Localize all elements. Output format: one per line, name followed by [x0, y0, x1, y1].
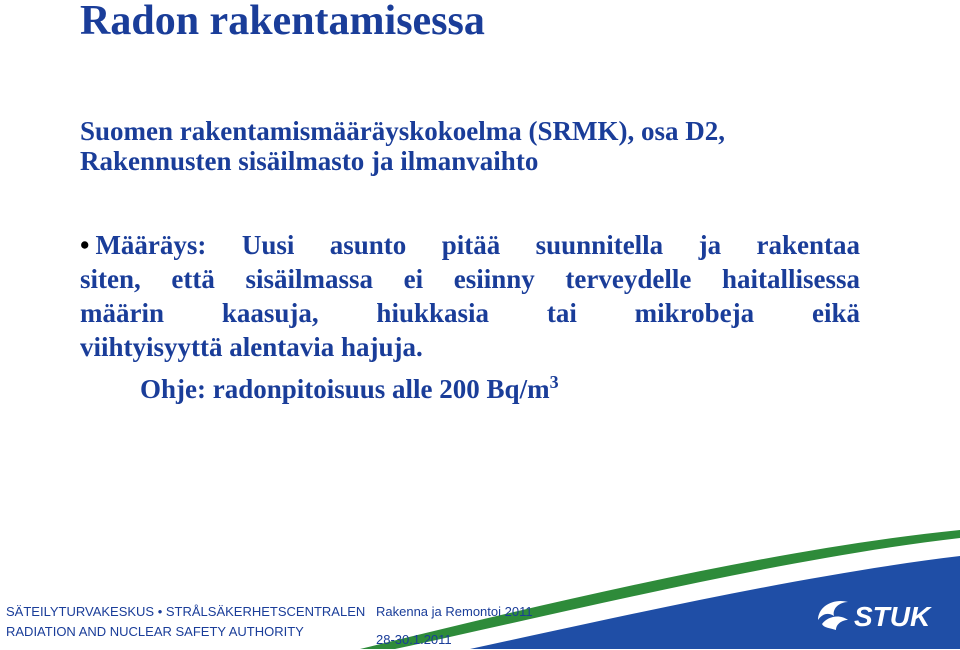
footer-event — [376, 602, 533, 650]
subtitle-line-1: Suomen rakentamismääräyskokoelma (SRMK), osa D2, — [80, 116, 725, 146]
org-name-line-2: RADIATION AND NUCLEAR SAFETY AUTHORITY — [6, 624, 304, 639]
logo-wordmark: STUK — [854, 601, 931, 632]
bullet-line-4: viihtyisyyttä alentavia hajuja. — [80, 332, 423, 362]
stuk-logo-icon — [814, 590, 946, 638]
event-date: 28-30.1.2011 — [376, 632, 452, 647]
bullet-line-2: siten, että sisäilmassa ei esiinny terveydelle haitallisessa — [80, 264, 860, 294]
org-name-line-1: SÄTEILYTURVAKESKUS • STRÅLSÄKERHETSCENTRALEN — [6, 604, 366, 619]
footer-organization — [6, 602, 365, 642]
subtitle-line-2: Rakennusten sisäilmasto ja ilmanvaihto — [80, 146, 539, 176]
guideline-text: Ohje: radonpitoisuus alle 200 Bq/m — [140, 374, 550, 404]
bullet-icon: • — [80, 230, 90, 260]
event-name: Rakenna ja Remontoi 2011 — [376, 604, 533, 619]
bullet-line-3: määrin kaasuja, hiukkasia tai mikrobeja eikä — [80, 298, 860, 328]
slide-title: Radon rakentamisessa — [80, 0, 485, 44]
bullet-line-1-text: Määräys: Uusi asunto pitää suunnitella ja rakentaa — [95, 230, 860, 260]
guideline-superscript: 3 — [549, 372, 559, 392]
